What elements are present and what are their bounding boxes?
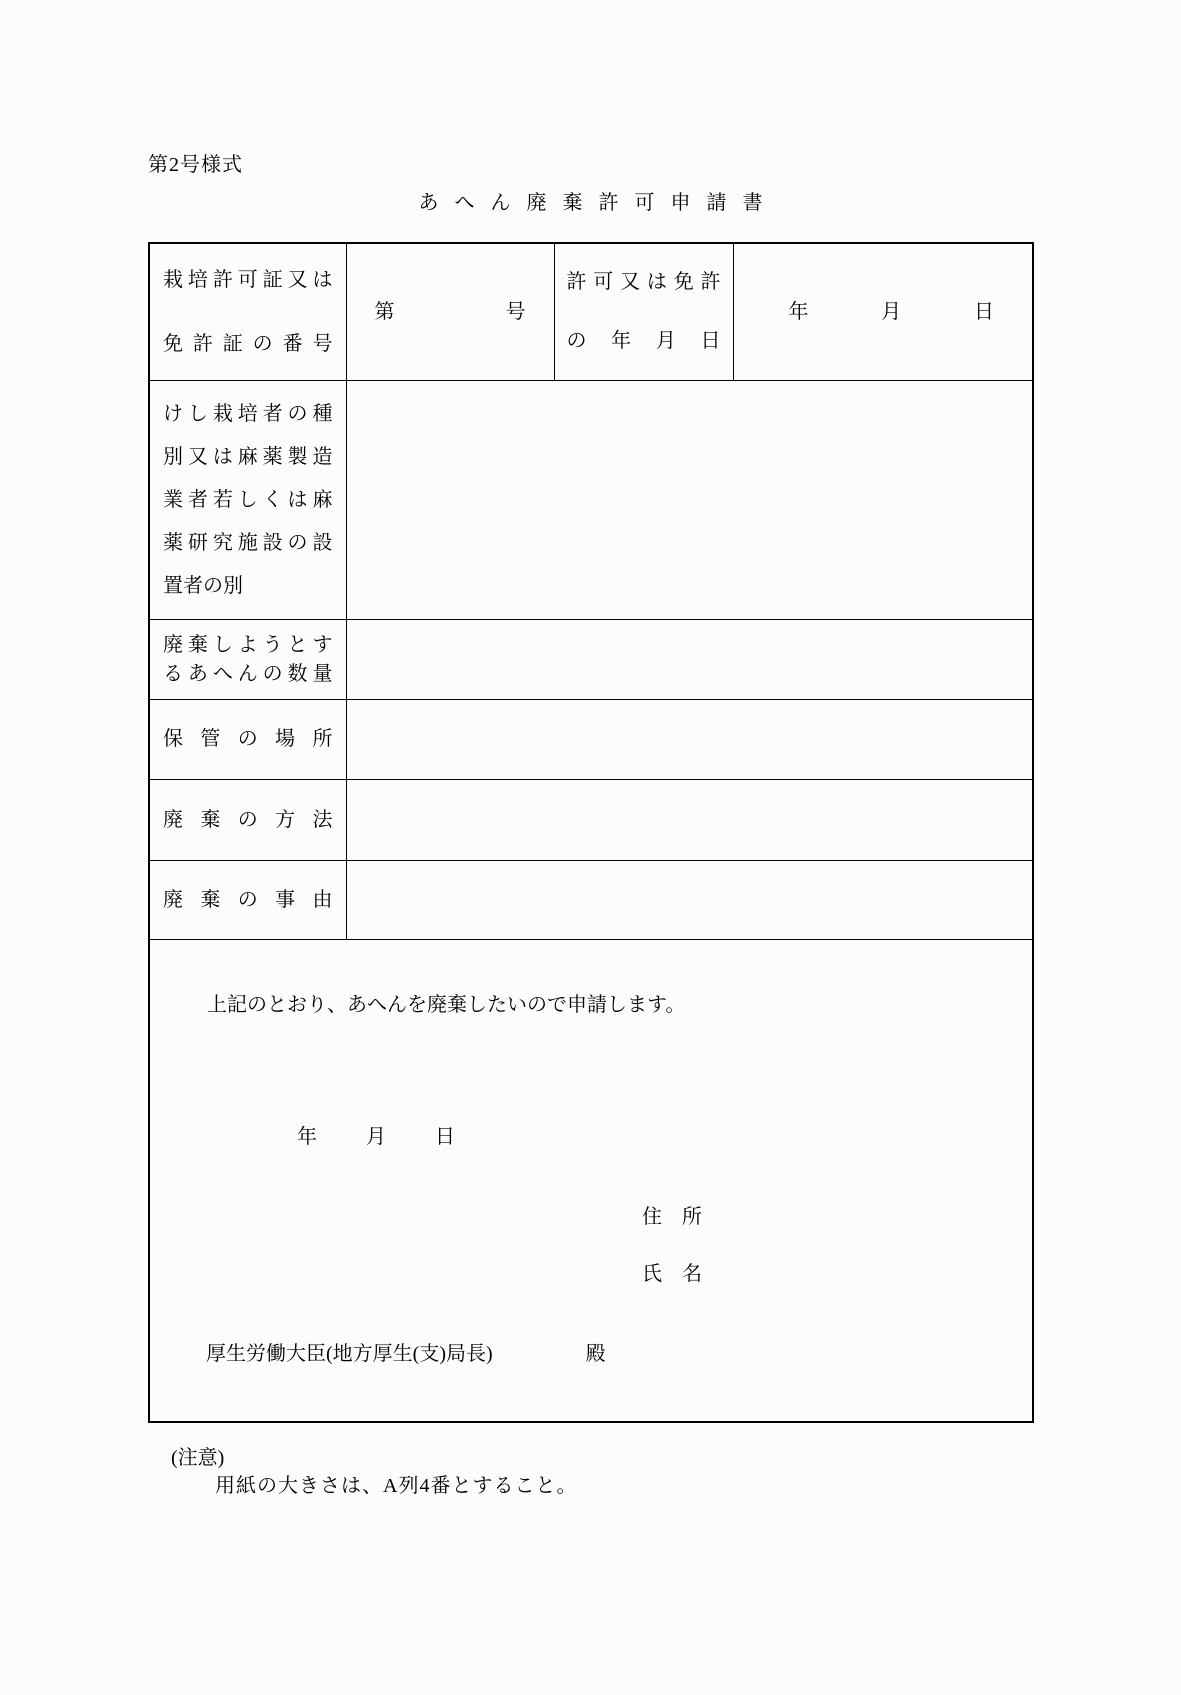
row-declaration [149,939,1033,1422]
license-number-label-line1: 栽 培 許 可 証 又 は [163,268,333,291]
disposal-method-value [346,779,1033,860]
cultivator-type-value [346,380,1033,619]
permit-date-field-text: 年 月 日 [788,300,994,323]
license-number-field-text: 第 号 [374,300,526,323]
permit-date-label-line1: 許 可 又 は 免 許 [566,271,721,294]
cultivator-type-label-line4: 薬 研 究 施 設 の 設 [163,531,333,554]
row-license-number [149,243,1033,380]
license-number-field [346,243,554,380]
cultivator-type-label-line3: 業 者 若 し く は 麻 [163,488,333,511]
row-storage-location [149,699,1033,779]
declaration-cell [149,939,1033,1422]
license-number-label-line2: 免 許 証 の 番 号 [163,332,333,355]
note-heading: (注意) [171,1447,225,1469]
form-number: 第2号様式 [148,154,243,176]
storage-location-label [149,699,346,779]
address-label: 住 所 [642,1205,702,1228]
license-number-label [149,243,346,380]
quantity-label [149,619,346,699]
disposal-reason-value [346,860,1033,939]
row-quantity [149,619,1033,699]
page-title: あへん廃棄許可申請書 [418,192,779,214]
permit-date-label-line2: の 年 月 日 [566,330,721,353]
quantity-label-line2: る あ へ ん の 数 量 [163,662,333,685]
quantity-label-line1: 廃 棄 し よ う と す [163,633,333,656]
application-table [148,242,1034,1423]
permit-date-field [733,243,1033,380]
disposal-method-label [149,779,346,860]
cultivator-type-label-line5: 置者の別 [163,574,243,597]
recipient-honorific: 殿 [585,1342,606,1365]
disposal-reason-label-text: 廃 棄 の 事 由 [163,888,333,911]
name-label: 氏 名 [642,1262,702,1285]
disposal-method-label-text: 廃 棄 の 方 法 [163,808,333,831]
storage-location-value [346,699,1033,779]
recipient-title: 厚生労働大臣(地方厚生(支)局長) [206,1342,493,1365]
declaration-statement: 上記のとおり、あへんを廃棄したいので申請します。 [207,993,686,1016]
cultivator-type-label [149,380,346,619]
quantity-value [346,619,1033,699]
recipient-line [206,1344,606,1364]
storage-location-label-text: 保 管 の 場 所 [163,728,333,750]
disposal-reason-label [149,860,346,939]
declaration-date: 年 月 日 [297,1125,455,1148]
cultivator-type-label-line2: 別 又 は 麻 薬 製 造 [163,445,333,468]
cultivator-type-label-line1: け し 栽 培 者 の 種 [163,402,333,425]
row-disposal-reason [149,860,1033,939]
note-body: 用紙の大きさは、A列4番とすること。 [215,1475,578,1497]
row-cultivator-type [149,380,1033,619]
permit-date-label [554,243,733,380]
row-disposal-method [149,779,1033,860]
